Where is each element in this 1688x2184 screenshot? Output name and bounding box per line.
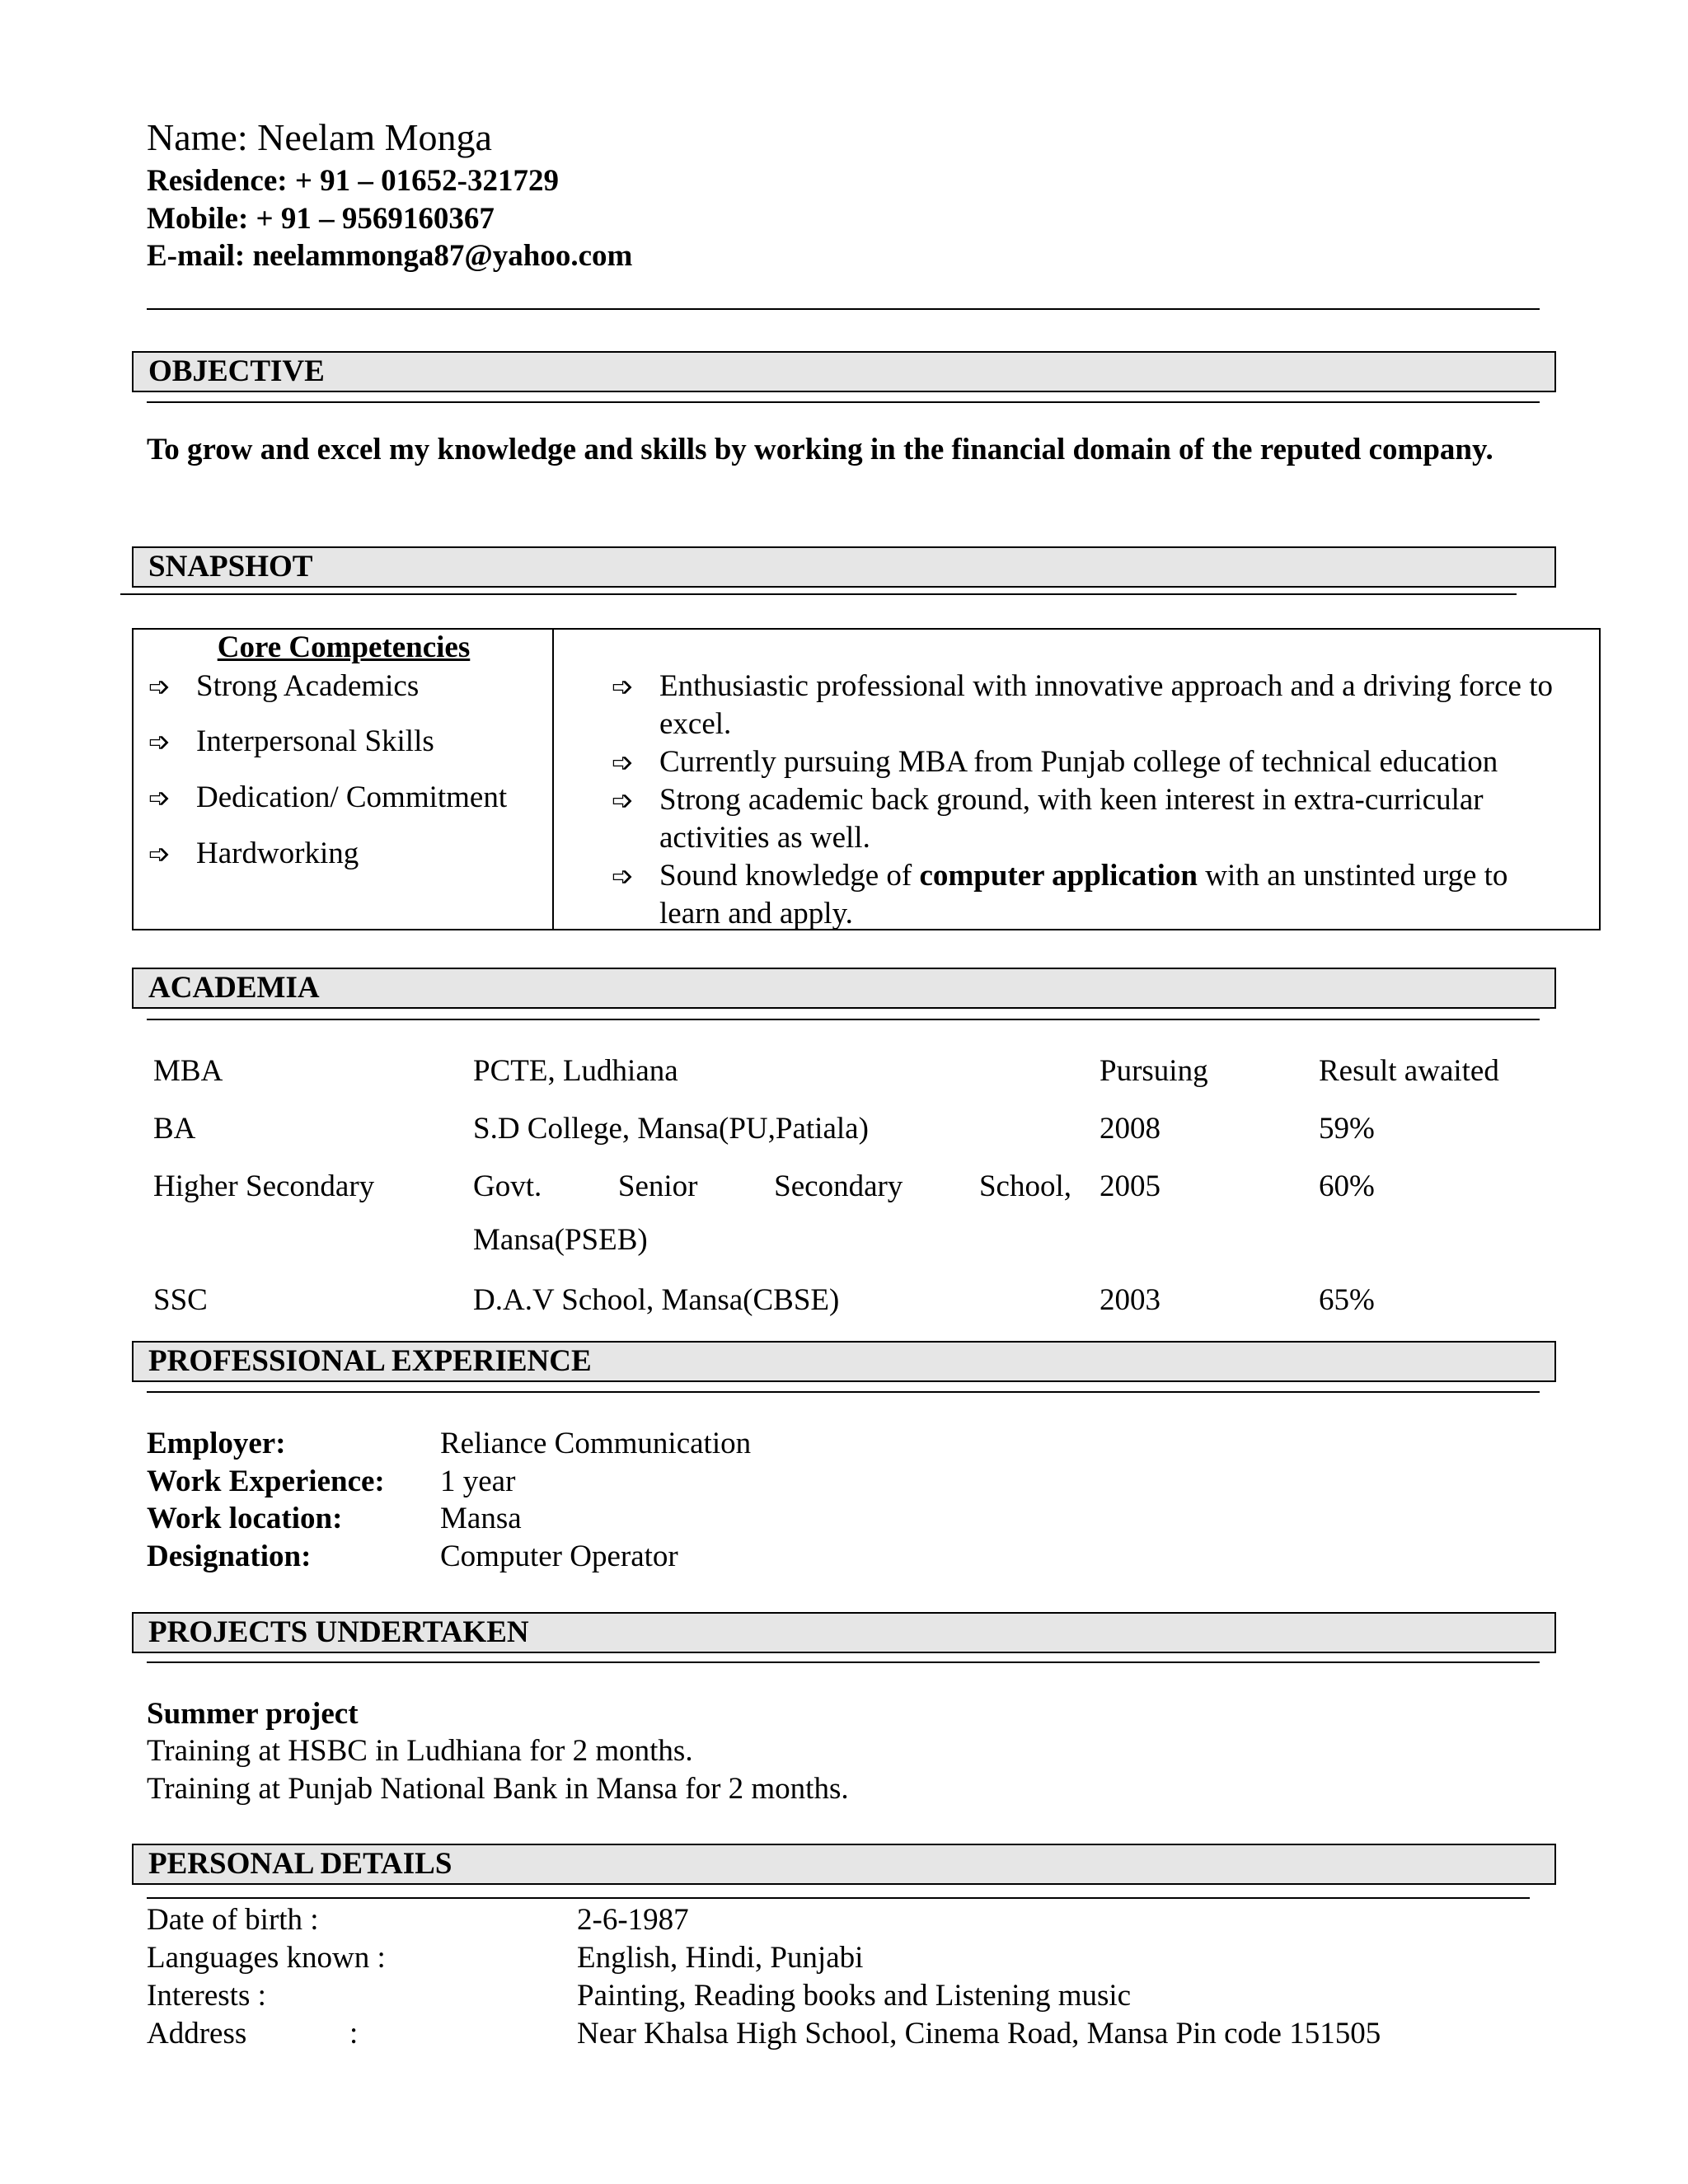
personal-underline xyxy=(147,1897,1530,1899)
projects-heading: PROJECTS UNDERTAKEN xyxy=(132,1612,1556,1653)
academia-underline xyxy=(147,1019,1540,1020)
experience-underline xyxy=(147,1391,1540,1393)
mobile-phone: Mobile: + 91 – 9569160367 xyxy=(147,202,495,236)
personal-value: 2-6-1987 xyxy=(577,1903,689,1937)
objective-underline xyxy=(147,401,1540,403)
experience-value: Computer Operator xyxy=(440,1540,678,1573)
resume-page: Name: Neelam Monga Residence: + 91 – 01652-321729 Mobile: + 91 – 9569160367 E-mail: neelammonga87@yahoo.com OBJECTIVE To grow and excel my knowledge and skills by working in the financial domain of the reputed company. SNAPSHOT Core Competencies ➩ Strong Academics ➩ Interpersonal Skills ➩ Dedication/ Commitment ➩ Hardworking ➩ Enthusiastic professional with innovative approach and a driving force to excel. ➩ Currently pursuing MBA from Punjab college of technical education ➩ Strong academic back ground, with keen interest in extra-curricular activities as well. ➩ Sound knowledge of computer application with an unstinted urge to learn and apply. ACADEMIA MBA PCTE, Ludhiana Pursuing Result awaited BA S.D College, Mansa(PU,Patiala) 2008 59% Higher Secondary Govt. Senior Secondary School, Mansa(PSEB) 2005 60% SSC D.A.V School, Mansa(CBSE) 2003 65% PROFESSIONAL EXPERIENCE Employer: Reliance Communication Work Experience: 1 year Work location: Mansa Designation: Computer Operator PROJECTS UNDERTAKEN Summer project Training at HSBC in Ludhiana for 2 months. Training at Punjab National Bank in Mansa for 2 months. PERSONAL DETAILS Date of birth : 2-6-1987 Languages known : English, Hindi, Punjabi Interests : Painting, Reading books and Listening music Address : Near Khalsa High School, Cinema Road, Mansa Pin code 151505 xyxy=(0,0,1688,2184)
project-line: Training at HSBC in Ludhiana for 2 months. xyxy=(147,1734,693,1768)
experience-value: 1 year xyxy=(440,1465,516,1498)
header-divider xyxy=(147,308,1540,310)
snapshot-point: ➩ Currently pursuing MBA from Punjab college of technical education xyxy=(612,743,1576,781)
personal-value: English, Hindi, Punjabi xyxy=(577,1941,864,1975)
experience-value: Reliance Communication xyxy=(440,1427,752,1460)
arrow-bullet-icon: ➩ xyxy=(148,671,171,702)
personal-key: Address xyxy=(147,2017,247,2050)
core-item: ➩ Hardworking xyxy=(148,837,359,870)
core-competencies-title: Core Competencies xyxy=(217,630,471,664)
experience-key: Work location: xyxy=(147,1502,343,1535)
experience-key: Work Experience: xyxy=(147,1465,385,1498)
personal-key-colon: : xyxy=(349,2017,359,2050)
experience-value: Mansa xyxy=(440,1502,522,1535)
experience-key: Employer: xyxy=(147,1427,286,1460)
personal-key: Interests : xyxy=(147,1979,266,2013)
snapshot-underline xyxy=(120,593,1517,595)
institute-line-justified: Govt. Senior Secondary School, xyxy=(473,1169,1071,1203)
personal-value: Painting, Reading books and Listening music xyxy=(577,1979,1132,2013)
academia-heading: ACADEMIA xyxy=(132,968,1556,1009)
project-line: Training at Punjab National Bank in Mansa for 2 months. xyxy=(147,1772,849,1806)
personal-key: Date of birth : xyxy=(147,1903,319,1937)
arrow-bullet-icon: ➩ xyxy=(148,838,171,869)
snapshot-point: ➩ Sound knowledge of computer application with an unstinted urge to learn and apply. xyxy=(612,859,1508,930)
core-item: ➩ Strong Academics xyxy=(148,669,420,703)
experience-key: Designation: xyxy=(147,1540,312,1573)
core-item: ➩ Interpersonal Skills xyxy=(148,724,434,758)
snapshot-column-divider xyxy=(552,630,554,929)
snapshot-point: ➩ Strong academic back ground, with keen interest in extra-curricular activities as well. xyxy=(612,783,1484,855)
arrow-bullet-icon: ➩ xyxy=(148,782,171,813)
snapshot-table xyxy=(132,628,1601,930)
personal-key: Languages known : xyxy=(147,1941,386,1975)
core-item: ➩ Dedication/ Commitment xyxy=(148,780,508,814)
objective-text: To grow and excel my knowledge and skills by working in the financial domain of the reputed company. xyxy=(147,433,1493,466)
projects-underline xyxy=(147,1661,1540,1663)
snapshot-point: ➩ Enthusiastic professional with innovative approach and a driving force to excel. xyxy=(612,669,1554,741)
experience-heading: PROFESSIONAL EXPERIENCE xyxy=(132,1341,1556,1382)
arrow-bullet-icon: ➩ xyxy=(612,860,634,892)
project-title: Summer project xyxy=(147,1697,359,1731)
email-address: E-mail: neelammonga87@yahoo.com xyxy=(147,239,633,273)
arrow-bullet-icon: ➩ xyxy=(612,785,634,816)
arrow-bullet-icon: ➩ xyxy=(148,726,171,757)
snapshot-heading: SNAPSHOT xyxy=(132,546,1556,588)
personal-value: Near Khalsa High School, Cinema Road, Mansa Pin code 151505 xyxy=(577,2017,1381,2050)
arrow-bullet-icon: ➩ xyxy=(612,671,634,702)
objective-heading: OBJECTIVE xyxy=(132,351,1556,392)
arrow-bullet-icon: ➩ xyxy=(612,747,634,778)
residence-phone: Residence: + 91 – 01652-321729 xyxy=(147,164,559,198)
personal-heading: PERSONAL DETAILS xyxy=(132,1844,1556,1885)
candidate-name: Name: Neelam Monga xyxy=(147,116,492,158)
